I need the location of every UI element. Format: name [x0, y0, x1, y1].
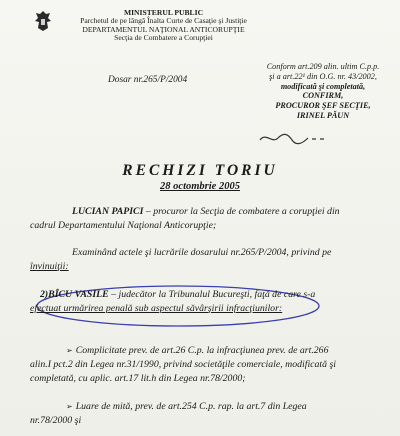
coat-of-arms-icon [34, 10, 52, 32]
institution-header [56, 9, 271, 42]
paragraph-charge-1 [66, 344, 396, 358]
handwritten-signature [258, 128, 328, 148]
arrow-bullet-icon: ➢ [66, 402, 73, 411]
approval-line-6: IRINEL PĂUN [296, 110, 350, 120]
paragraph-defendant [40, 288, 395, 302]
paragraph-examining: Examinând actele şi lucrările dosarului nr.265/P/2004, privind pe [72, 247, 332, 258]
header-line-1: MINISTERUL PUBLIC [123, 8, 204, 17]
header-line-2: Parchetul de pe lângă Înalta Curte de Casaţie şi Justiţie [80, 16, 247, 26]
arrow-bullet-icon: ➢ [66, 346, 73, 355]
header-line-3: DEPARTAMENTUL NAŢIONAL ANTICORUPŢIE [82, 24, 245, 34]
charge-1-text: Complicitate prev. de art.26 C.p. la infracţiunea prev. de art.266 [75, 345, 329, 356]
document-date: 28 octombrie 2005 [160, 181, 240, 192]
paragraph-defendants-label: învinuiţii: [30, 261, 69, 272]
paragraph-defendant-cont: efectuat urmărirea penală sub aspectul săvârşirii infracţiunilor: [30, 303, 283, 314]
case-number: Dosar nr.265/P/2004 [108, 75, 188, 85]
charge-2-text: Luare de mită, prev. de art.254 C.p. rap. la art.7 din Legea [75, 401, 307, 412]
defendant-role: – judecător la Tribunalul Bucureşti, faţă de care s-a [108, 289, 316, 300]
paragraph-charge-1-cont-1: alin.I pct.2 din Legea nr.31/1990, privind societăţile comerciale, modificată şi [30, 359, 337, 370]
approval-line-4: CONFIRM, [302, 91, 344, 101]
prosecutor-name: LUCIAN PAPICI [72, 206, 144, 217]
approval-block [242, 62, 400, 121]
paragraph-prosecutor-cont: cadrul Departamentului Naţional Anticorupţie; [30, 220, 217, 231]
document-title: RECHIZI TORIU [122, 162, 278, 179]
paragraph-charge-1-cont-2: completată, cu aplic. art.17 lit.h din Legea nr.78/2000; [30, 373, 246, 384]
approval-line-3: modificată şi completată, [280, 81, 366, 91]
defendant-name: 2)BÎCU VASILE [40, 289, 109, 300]
approval-line-5: PROCUROR ŞEF SECŢIE, [275, 101, 371, 111]
approval-line-1: Conform art.209 alin. ultim C.p.p. [266, 62, 380, 71]
paragraph-prosecutor [72, 205, 392, 219]
paragraph-charge-2-cont: nr.78/2000 şi [30, 415, 82, 426]
prosecutor-role: – procuror la Secţia de combatere a corupţiei din [143, 206, 340, 217]
paragraph-charge-2 [66, 400, 396, 414]
approval-line-2: şi a art.22¹ din O.G. nr. 43/2002, [269, 71, 377, 81]
header-line-4: Secţia de Combatere a Corupţiei [114, 32, 213, 42]
